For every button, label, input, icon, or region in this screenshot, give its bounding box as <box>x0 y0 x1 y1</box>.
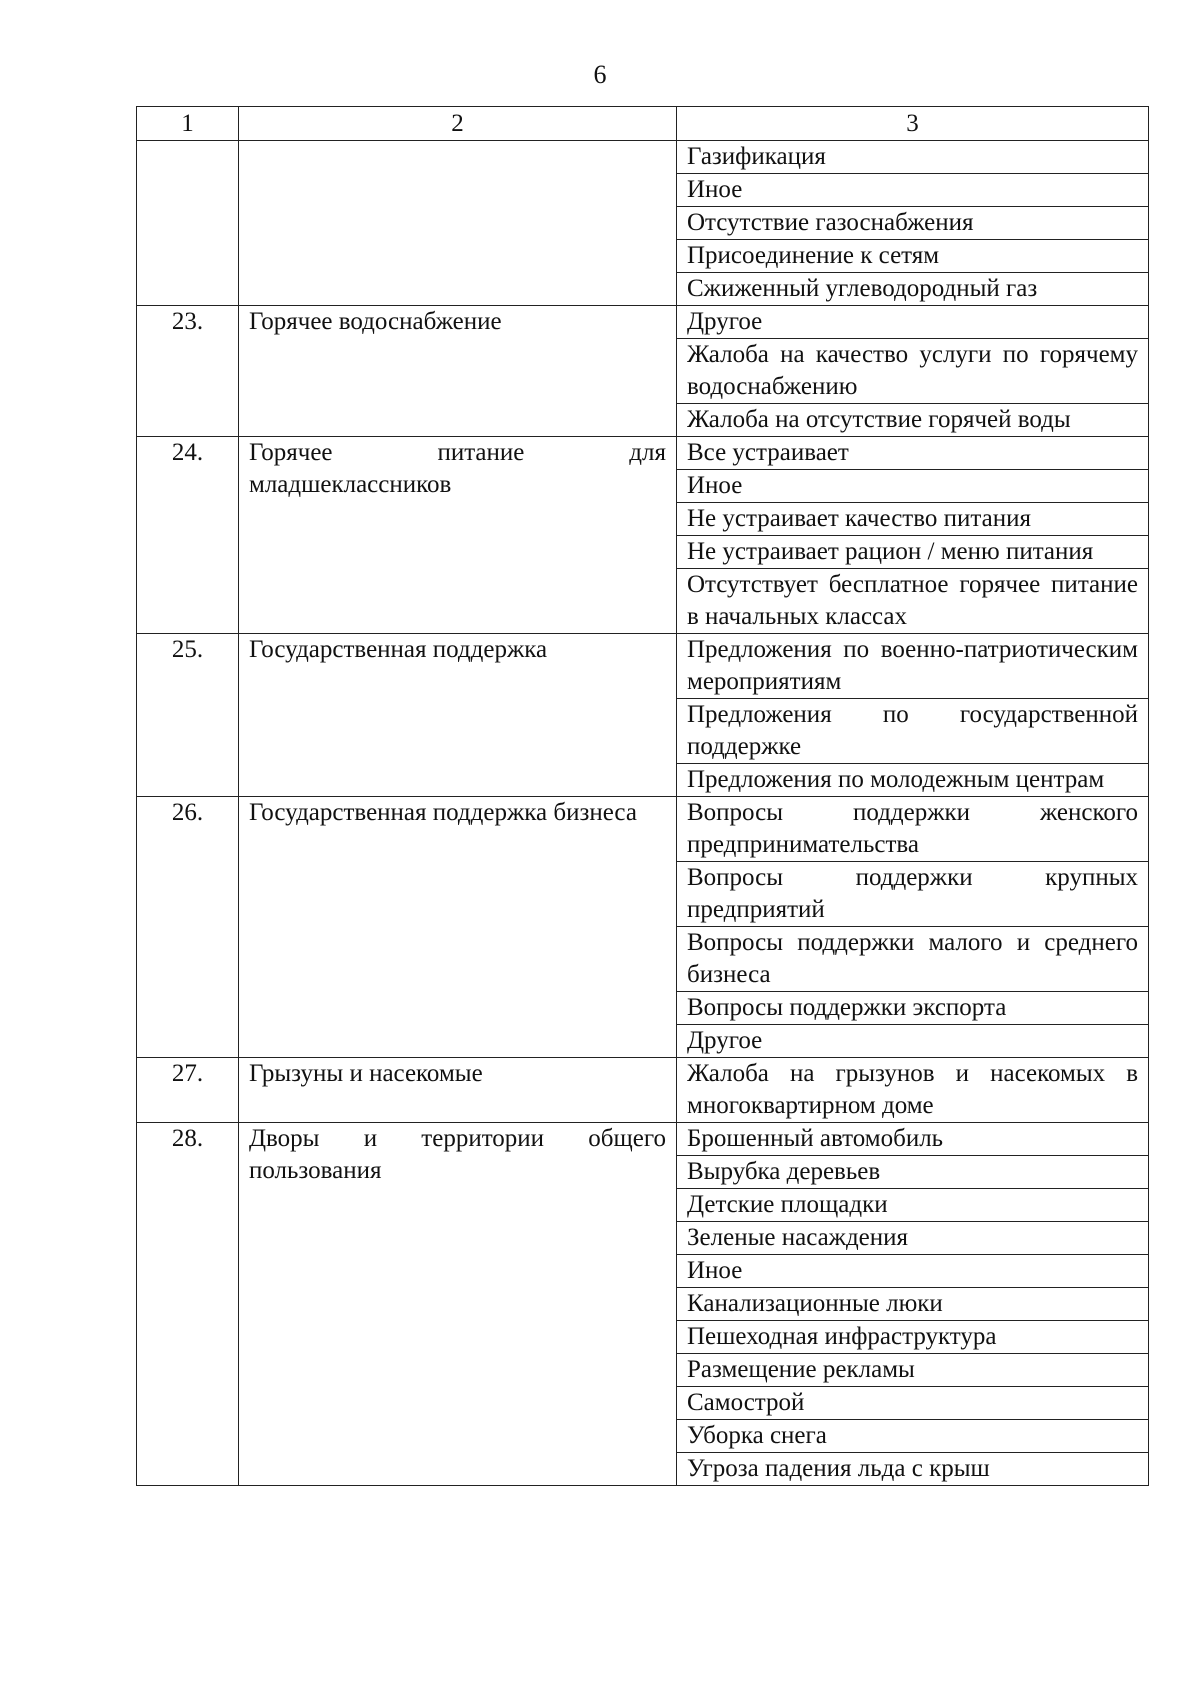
subcategory-cell <box>677 1255 1149 1288</box>
subcategory-cell <box>677 634 1149 699</box>
subcategory-label: Предложения по военно-патриотическим мероприятиям <box>687 636 1138 695</box>
subcategory-label: Зеленые насаждения <box>687 1224 909 1251</box>
subcategory-cell <box>677 1189 1149 1222</box>
subcategory-cell <box>677 1156 1149 1189</box>
subcategory-cell <box>677 240 1149 273</box>
subcategory-label: Присоединение к сетям <box>687 242 940 269</box>
subcategory-cell <box>677 141 1149 174</box>
subcategory-cell <box>677 1288 1149 1321</box>
subcategory-cell <box>677 470 1149 503</box>
subcategory-cell <box>677 764 1149 797</box>
subcategory-cell <box>677 306 1149 339</box>
subcategory-label: Брошенный автомобиль <box>687 1125 944 1152</box>
subcategory-cell <box>677 536 1149 569</box>
table-row <box>137 1058 1149 1123</box>
subcategory-cell <box>677 1321 1149 1354</box>
row-number: 27. <box>137 1058 239 1123</box>
subcategory-label: Жалоба на грызунов и насекомых в многоквартирном доме <box>687 1060 1138 1119</box>
subcategory-cell <box>677 1354 1149 1387</box>
subcategory-label: Предложения по государственной поддержке <box>687 701 1138 760</box>
subcategory-cell <box>677 1453 1149 1486</box>
subcategory-cell <box>677 207 1149 240</box>
header-col-2: 2 <box>239 107 677 141</box>
subcategory-cell <box>677 1025 1149 1058</box>
subcategory-cell <box>677 437 1149 470</box>
category-name: Дворы и территории общего пользования <box>239 1123 677 1486</box>
subcategory-label: Иное <box>687 1257 743 1284</box>
category-name: Государственная поддержка <box>239 634 677 797</box>
subcategory-cell <box>677 503 1149 536</box>
subcategory-label: Отсутствие газоснабжения <box>687 209 974 236</box>
row-number: 25. <box>137 634 239 797</box>
subcategory-label: Уборка снега <box>687 1422 827 1449</box>
subcategory-cell <box>677 927 1149 992</box>
table-row <box>137 1123 1149 1156</box>
subcategory-label: Предложения по молодежным центрам <box>687 766 1105 793</box>
category-name: Горячее водоснабжение <box>239 306 677 437</box>
table-row <box>137 306 1149 339</box>
row-number: 28. <box>137 1123 239 1486</box>
subcategory-label: Не устраивает качество питания <box>687 505 1031 532</box>
page-number: 6 <box>593 60 607 89</box>
header-row <box>137 107 1149 141</box>
subcategory-cell <box>677 273 1149 306</box>
subcategory-cell <box>677 1222 1149 1255</box>
table-row <box>137 634 1149 699</box>
category-name: Государственная поддержка бизнеса <box>239 797 677 1058</box>
subcategory-cell <box>677 404 1149 437</box>
row-number: 26. <box>137 797 239 1058</box>
row-number: 24. <box>137 437 239 634</box>
header-col-1: 1 <box>137 107 239 141</box>
subcategory-label: Вопросы поддержки женского предпринимательства <box>687 799 1138 858</box>
table-row <box>137 437 1149 470</box>
table-row <box>137 141 1149 174</box>
subcategory-label: Жалоба на отсутствие горячей воды <box>687 406 1071 433</box>
subcategory-label: Жалоба на качество услуги по горячему водоснабжению <box>687 341 1138 400</box>
category-name: Грызуны и насекомые <box>239 1058 677 1123</box>
subcategory-cell <box>677 797 1149 862</box>
header-col-3: 3 <box>677 107 1149 141</box>
subcategory-cell <box>677 992 1149 1025</box>
subcategory-label: Детские площадки <box>687 1191 888 1218</box>
subcategory-label: Вырубка деревьев <box>687 1158 881 1185</box>
subcategory-cell <box>677 1420 1149 1453</box>
subcategory-cell <box>677 174 1149 207</box>
subcategory-cell <box>677 569 1149 634</box>
subcategory-label: Вопросы поддержки малого и среднего бизнеса <box>687 929 1138 988</box>
subcategory-label: Не устраивает рацион / меню питания <box>687 538 1094 565</box>
subcategory-label: Вопросы поддержки экспорта <box>687 994 1007 1021</box>
subcategory-label: Газификация <box>687 143 826 170</box>
subcategory-label: Все устраивает <box>687 439 849 466</box>
subcategory-label: Другое <box>687 308 763 335</box>
subcategory-cell <box>677 1387 1149 1420</box>
subcategory-label: Другое <box>687 1027 763 1054</box>
subcategory-label: Отсутствует бесплатное горячее питание в начальных классах <box>687 571 1138 630</box>
subcategory-label: Угроза падения льда с крыш <box>687 1455 990 1482</box>
classifier-table <box>136 106 1149 1486</box>
subcategory-label: Пешеходная инфраструктура <box>687 1323 997 1350</box>
subcategory-cell <box>677 1123 1149 1156</box>
row-number <box>137 141 239 306</box>
subcategory-cell <box>677 339 1149 404</box>
subcategory-label: Самострой <box>687 1389 805 1416</box>
subcategory-cell <box>677 699 1149 764</box>
subcategory-label: Иное <box>687 472 743 499</box>
subcategory-label: Сжиженный углеводородный газ <box>687 275 1038 302</box>
subcategory-label: Канализационные люки <box>687 1290 943 1317</box>
table-row <box>137 797 1149 862</box>
subcategory-cell <box>677 862 1149 927</box>
category-name: Горячее питание для младшеклассников <box>239 437 677 634</box>
category-name <box>239 141 677 306</box>
subcategory-label: Размещение рекламы <box>687 1356 915 1383</box>
subcategory-label: Вопросы поддержки крупных предприятий <box>687 864 1138 923</box>
row-number: 23. <box>137 306 239 437</box>
subcategory-cell <box>677 1058 1149 1123</box>
subcategory-label: Иное <box>687 176 743 203</box>
